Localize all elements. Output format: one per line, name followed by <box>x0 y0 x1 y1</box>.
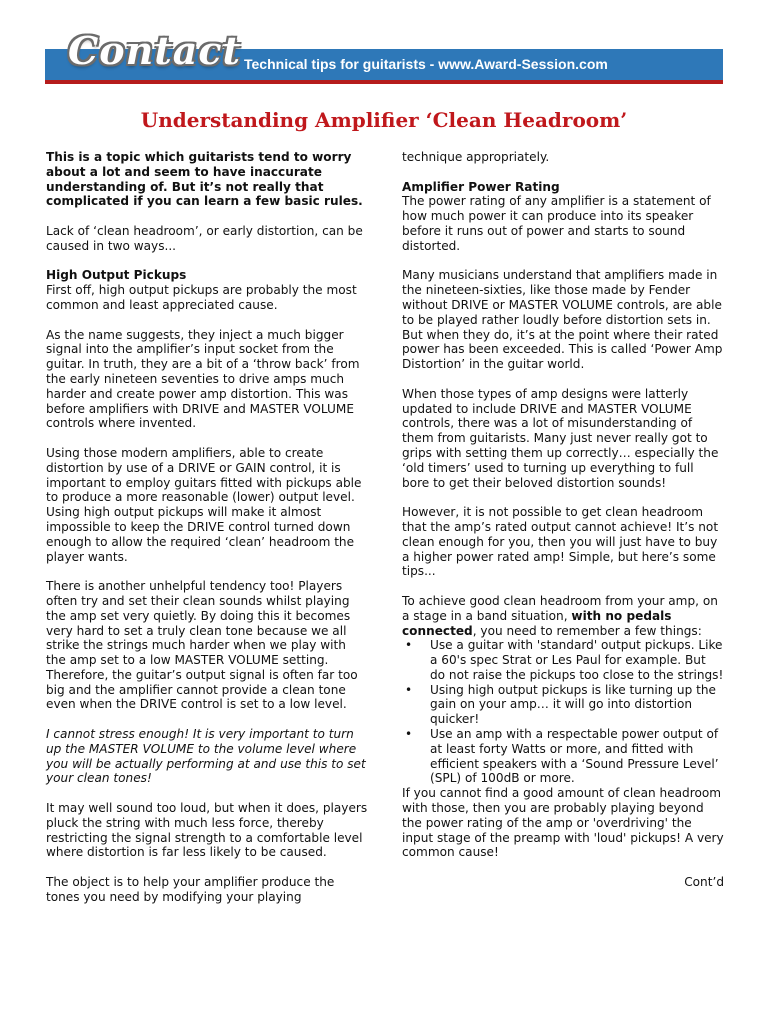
list-item <box>402 683 724 727</box>
paragraph: Lack of ‘clean headroom’, or early distortion, can be caused in two ways... <box>46 223 363 253</box>
left-column <box>46 150 368 919</box>
paragraph: technique appropriately. <box>402 150 550 164</box>
right-column <box>402 150 724 890</box>
paragraph: Using those modern amplifiers, able to create distortion by use of a DRIVE or GAIN control, it is important to employ guitars fitted with pickups able to produce a more reasonable (lower) output level. Using high output pickups will make it almost impossible to keep the DRIVE control turned down enough to allow the required ‘clean’ headroom the player wants. <box>46 445 362 564</box>
paragraph-text: First off, high output pickups are probably the most common and least appreciated cause. <box>46 283 357 312</box>
header-tagline: Technical tips for guitarists - www.Award-Session.com <box>244 56 608 72</box>
list-item <box>402 727 724 786</box>
section-heading: High Output Pickups <box>46 268 187 283</box>
paragraph: Many musicians understand that amplifiers made in the nineteen-sixties, like those made by Fender without DRIVE or MASTER VOLUME controls, are able to be played rather loudly before distortion sets in. But when they do, it’s at the point where their rated power has been exceeded. This is called ‘Power Amp Distortion’ in the guitar world. <box>402 268 723 372</box>
contact-logo: Contact <box>68 28 242 73</box>
paragraph <box>402 594 724 638</box>
tips-list <box>402 638 724 786</box>
paragraph: When those types of amp designs were latterly updated to include DRIVE and MASTER VOLUME controls, there was a lot of misunderstanding of them from guitarists. Many just never really got to grips with setting them up correctly… especially the ‘old timers’ used to turning up everything to full bore to get their beloved distortion sounds! <box>402 386 719 490</box>
section-power-rating <box>402 180 724 254</box>
header <box>0 0 768 90</box>
list-item <box>402 638 724 682</box>
paragraph: It may well sound too loud, but when it does, players pluck the string with much less force, thereby restricting the signal strength to a comfortable level where distortion is far less likely to be caused. <box>46 801 368 860</box>
paragraph: However, it is not possible to get clean headroom that the amp’s rated output cannot achieve! It’s not clean enough for you, then you will just have to buy a higher power rated amp! Simple, but here’s some tips... <box>402 505 719 579</box>
section-high-output-pickups <box>46 268 368 312</box>
continued-label: Cont’d <box>684 875 724 890</box>
intro-paragraph: This is a topic which guitarists tend to worry about a lot and seem to have inaccurate understanding of. But it’s not really that complicated if you can learn a few basic rules. <box>46 150 363 209</box>
paragraph-text: The power rating of any amplifier is a statement of how much power it can produce into its speaker before it runs out of power and starts to sound distorted. <box>402 194 711 253</box>
paragraph: The object is to help your amplifier produce the tones you need by modifying your playing <box>46 875 335 904</box>
paragraph: If you cannot find a good amount of clean headroom with those, then you are probably playing beyond the power rating of the amp or 'overdriving' the input stage of the preamp with 'loud' pickups! A very common cause! <box>402 786 724 860</box>
bullet-icon: • <box>405 682 413 697</box>
bullet-icon: • <box>405 638 413 653</box>
section-heading: Amplifier Power Rating <box>402 179 560 194</box>
paragraph: As the name suggests, they inject a much bigger signal into the amplifier’s input socket from the guitar. In truth, they are a bit of a ‘throw back’ from the early nineteen seventies to drive amps much harder and create power amp distortion. This was before amplifiers with DRIVE and MASTER VOLUME controls where invented. <box>46 327 360 431</box>
list-item-text: Using high output pickups is like turning up the gain on your amp… it will go into distortion quicker! <box>430 682 716 727</box>
paragraph-text: , you need to remember a few things: <box>472 623 702 638</box>
emphasis-text: with no pedals connected <box>402 608 672 638</box>
list-item-text: Use a guitar with 'standard' output pickups. Like a 60's spec Strat or Les Paul for example. But do not raise the pickups too close to the strings! <box>430 638 724 682</box>
emphasis-paragraph: I cannot stress enough! It is very important to turn up the MASTER VOLUME to the volume level where you will be actually performing at and use this to set your clean tones! <box>46 727 366 786</box>
list-item-text: Use an amp with a respectable power output of at least forty Watts or more, and fitted with efficient speakers with a ‘Sound Pressure Level’ (SPL) of 100dB or more. <box>430 727 719 786</box>
page-title: Understanding Amplifier ‘Clean Headroom’ <box>140 108 628 132</box>
paragraph: There is another unhelpful tendency too! Players often try and set their clean sounds whilst playing the amp set very quietly. By doing this it becomes very hard to set a truly clean tone because we all strike the strings much harder when we play with the amp set to a low MASTER VOLUME setting. Therefore, the guitar’s output signal is often far too big and the amplifier cannot provide a clean tone even when the DRIVE control is set to a low level. <box>46 579 358 712</box>
bullet-icon: • <box>405 727 413 742</box>
paragraph-text: To achieve good clean headroom from your amp, on a stage in a band situation, <box>402 593 718 623</box>
